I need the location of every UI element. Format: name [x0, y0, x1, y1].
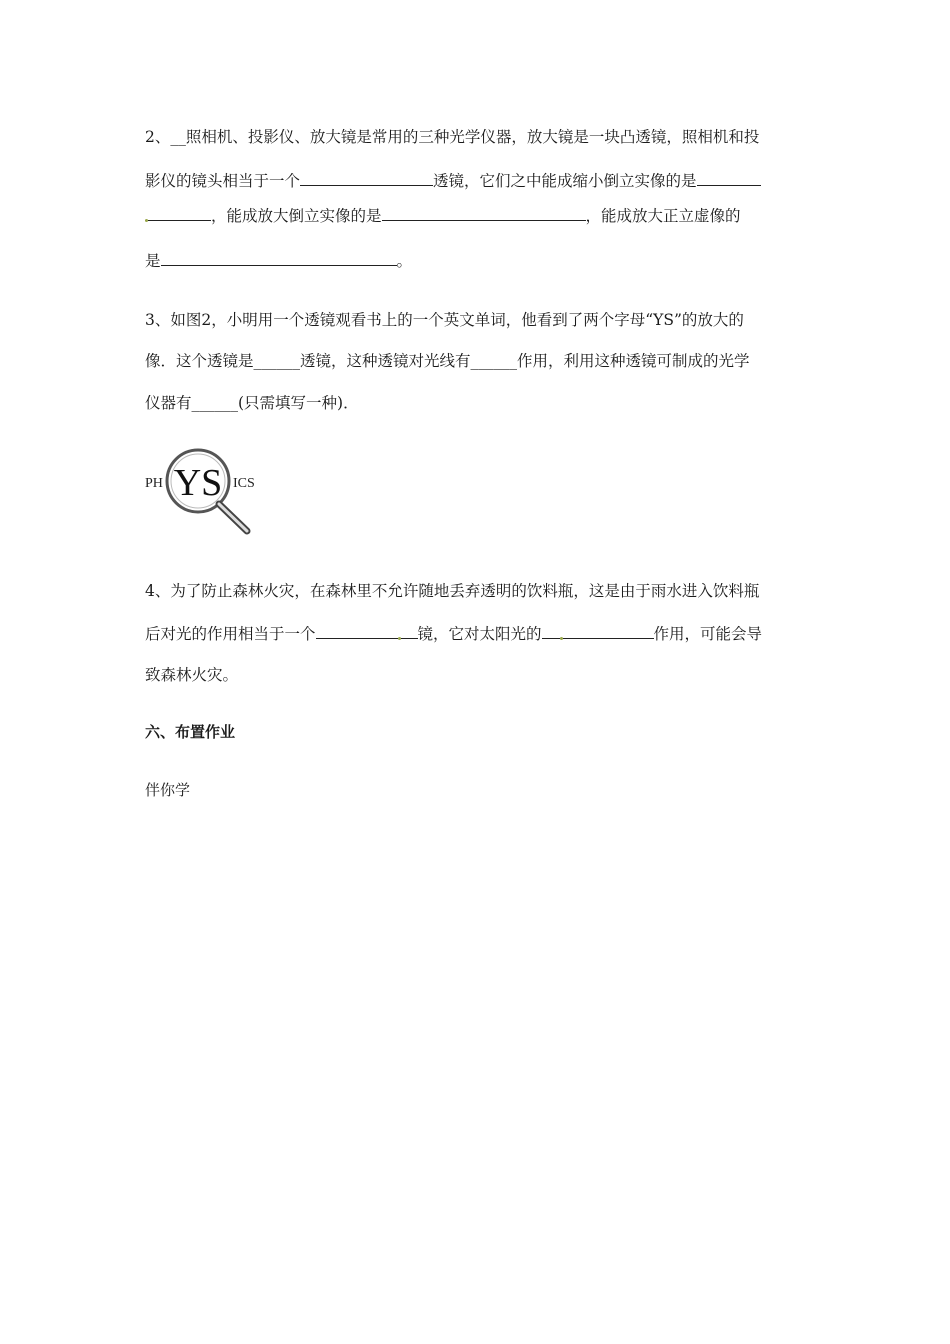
q2-line-2	[145, 171, 761, 191]
magnifier-handle-highlight	[219, 504, 247, 531]
figure-text-right: ICS	[233, 476, 255, 491]
q2-line-2-text-a: 影仪的镜头相当于一个	[145, 172, 301, 190]
mark-dot	[398, 637, 401, 640]
q4-line-2-text-b: 镜，它对太阳光的	[417, 625, 542, 643]
q4-line-2	[145, 624, 762, 644]
q4-line-2-text-c: 作用，可能会导	[653, 625, 763, 643]
q4-blank-light-effect[interactable]	[542, 624, 654, 639]
mark-dot	[560, 637, 563, 640]
q2-line-4-text-a: 是	[145, 252, 161, 270]
q4-blank-lens-type[interactable]	[316, 624, 418, 639]
q3-line-1: 3、如图2，小明用一个透镜观看书上的一个英文单词，他看到了两个字母“YS”的放大的	[145, 311, 744, 329]
section-six-heading: 六、布置作业	[145, 723, 236, 741]
q2-line-3-text-b: ，能成放大正立虚像的	[585, 207, 741, 225]
mark-dot	[145, 219, 148, 222]
section-six-text: 伴你学	[145, 781, 191, 799]
q4-line-2-text-a: 后对光的作用相当于一个	[145, 625, 316, 643]
q2-line-4	[145, 251, 412, 271]
q2-line-3	[145, 206, 741, 226]
magnifier-figure	[145, 443, 261, 535]
q2-blank-enlarged-real-image[interactable]	[382, 206, 586, 221]
q2-blank-lens-type[interactable]	[300, 171, 433, 186]
q2-line-4-text-b: 。	[396, 252, 413, 270]
q3-line-2: 像．这个透镜是______透镜，这种透镜对光线有______作用，利用这种透镜可制成的光学	[145, 352, 750, 370]
q2-line-1: 2、__照相机、投影仪、放大镜是常用的三种光学仪器，放大镜是一块凸透镜，照相机和投	[145, 128, 760, 146]
q2-line-2-text-b: 透镜，它们之中能成缩小倒立实像的是	[433, 172, 697, 190]
q2-line-3-text-a: ，能成放大倒立实像的是	[211, 207, 382, 225]
q3-line-3: 仪器有______(只需填写一种)．	[145, 394, 359, 412]
q4-line-3: 致森林火灾。	[145, 666, 239, 684]
figure-text-left: PH	[145, 476, 163, 491]
q2-blank-virtual-image[interactable]	[161, 251, 397, 266]
q4-line-1: 4、为了防止森林火灾，在森林里不允许随地丢弃透明的饮料瓶，这是由于雨水进入饮料瓶	[145, 582, 760, 600]
figure-lens-text: YS	[173, 462, 223, 504]
q2-blank-shrink-image-part1[interactable]	[697, 171, 761, 186]
q2-blank-shrink-image-part2[interactable]	[145, 206, 211, 221]
